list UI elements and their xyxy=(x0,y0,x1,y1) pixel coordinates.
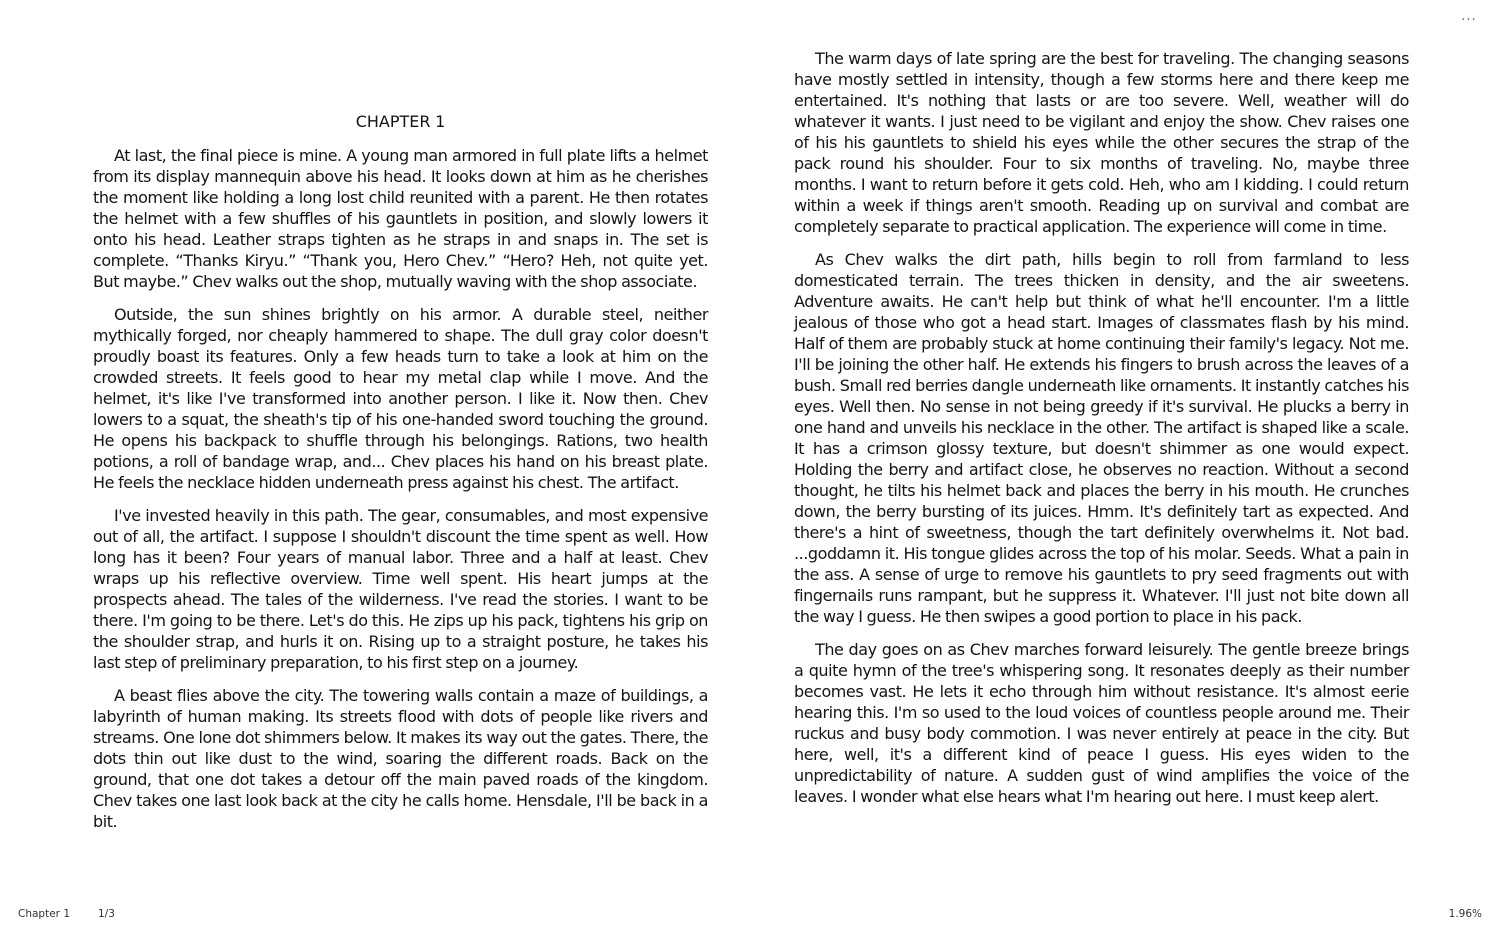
paragraph: At last, the final piece is mine. A young man armored in full plate lifts a helmet from its display mannequin above his head. It looks down at him as he cherishes the moment like holding a long lost child reunited with a parent. He then rotates the helmet with a few shuffles of his gauntlets in position, and slowly lowers it onto his head. Leather straps tighten as he straps in and snaps in. The set is complete. “Thanks Kiryu.” “Thank you, Hero Chev.” “Hero? Heh, not quite yet. But maybe.” Chev walks out the shop, mutually waving with the shop associate. xyxy=(93,146,708,291)
paragraph: The warm days of late spring are the best for traveling. The changing seasons have mostly settled in intensity, though a few storms here and there keep me entertained. It's nothing that lasts or are too severe. Well, weather will do whatever it wants. I just need to be vigilant and enjoy the show. Chev raises one of his his gauntlets to shield his eyes while the other secures the strap of the pack round his shoulder. Four to six months of traveling. No, maybe three months. I want to return before it gets cold. Heh, who am I kidding. I could return within a week if things aren't smooth. Reading up on survival and combat are completely separate to practical application. The experience will come in time. xyxy=(794,49,1409,236)
left-page xyxy=(93,111,708,844)
chapter-title: CHAPTER 1 xyxy=(355,112,446,131)
paragraph: The day goes on as Chev marches forward leisurely. The gentle breeze brings a quite hymn of the tree's whispering song. It resonates deeply as their number becomes vast. He lets it echo through him without resistance. It's almost eerie hearing this. I'm so used to the loud voices of countless people around me. Their ruckus and busy body commotion. I was never entirely at peace in the city. But here, well, it's a different kind of peace I guess. His eyes widen to the unpredictability of nature. A sudden gust of wind amplifies the voice of the leaves. I wonder what else hears what I'm hearing out here. I must keep alert. xyxy=(794,640,1409,806)
more-options-icon[interactable]: ... xyxy=(1461,9,1477,24)
footer-chapter-label: Chapter 1 xyxy=(18,908,70,920)
paragraph: Outside, the sun shines brightly on his armor. A durable steel, neither mythically forged, nor cheaply hammered to shape. The dull gray color doesn't proudly boast its features. Only a few heads turn to take a look at him on the crowded streets. It feels good to hear my metal clap while I move. And the helmet, it's like I've transformed into another person. I like it. Now then. Chev lowers to a squat, the sheath's tip of his one-handed sword touching the ground. He opens his backpack to shuffle through his belongings. Rations, two health potions, a roll of bandage wrap, and... Chev places his hand on his breast plate. He feels the necklace hidden underneath press against his chest. The artifact. xyxy=(93,305,708,492)
paragraph: As Chev walks the dirt path, hills begin to roll from farmland to less domesticated terrain. The trees thicken in density, and the air sweetens. Adventure awaits. He can't help but think of what he'll encounter. I'm a little jealous of those who got a head start. Images of classmates flash by his mind. Half of them are probably stuck at home continuing their family's legacy. Not me. I'll be joining the other half. He extends his fingers to brush across the leaves of a bush. Small red berries dangle underneath like ornaments. It instantly catches his eyes. Well then. No sense in not being greedy if it's survival. He plucks a berry in one hand and unveils his necklace in the other. The artifact is shaped like a scale. It has a crimson glossy texture, but doesn't shimmer as one would expect. Holding the berry and artifact close, he observes no reaction. Without a second thought, he tilts his helmet back and places the berry in his mouth. He crunches down, the berry bursting of its juices. Hmm. It's definitely tart as expected. And there's a hint of sweetness, though the tart definitely overwhelms it. Not bad. ...goddamn it. His tongue glides across the top of his molar. Seeds. What a pain in the ass. A sense of urge to remove his gauntlets to pry seed fragments out with fingernails runs rampant, but he suppress it. Whatever. I'll just not bite down all the way I guess. He then swipes a good portion to place in his pack. xyxy=(794,250,1409,626)
right-page xyxy=(794,48,1409,819)
paragraph: I've invested heavily in this path. The gear, consumables, and most expensive out of all, the artifact. I suppose I shouldn't discount the time spent as well. How long has it been? Four years of manual labor. Three and a half at least. Chev wraps up his reflective overview. Time well spent. His heart jumps at the prospects ahead. The tales of the wilderness. I've read the stories. I want to be there. I'm going to be there. Let's do this. He zips up his pack, tightens his grip on the shoulder strap, and hurls it on. Rising up to a straight posture, he takes his last step of preliminary preparation, to his first step on a journey. xyxy=(93,506,708,672)
footer-page-number: 1/3 xyxy=(98,908,115,920)
paragraph: A beast flies above the city. The towering walls contain a maze of buildings, a labyrinth of human making. Its streets flood with dots of people like rivers and streams. One lone dot shimmers below. It makes its way out the gates. There, the dots thin out like dust to the wind, soaring the different roads. Back on the ground, that one dot takes a detour off the main paved roads of the kingdom. Chev takes one last look back at the city he calls home. Hensdale, I'll be back in a bit. xyxy=(93,686,708,831)
footer-progress-percent: 1.96% xyxy=(1448,908,1482,920)
